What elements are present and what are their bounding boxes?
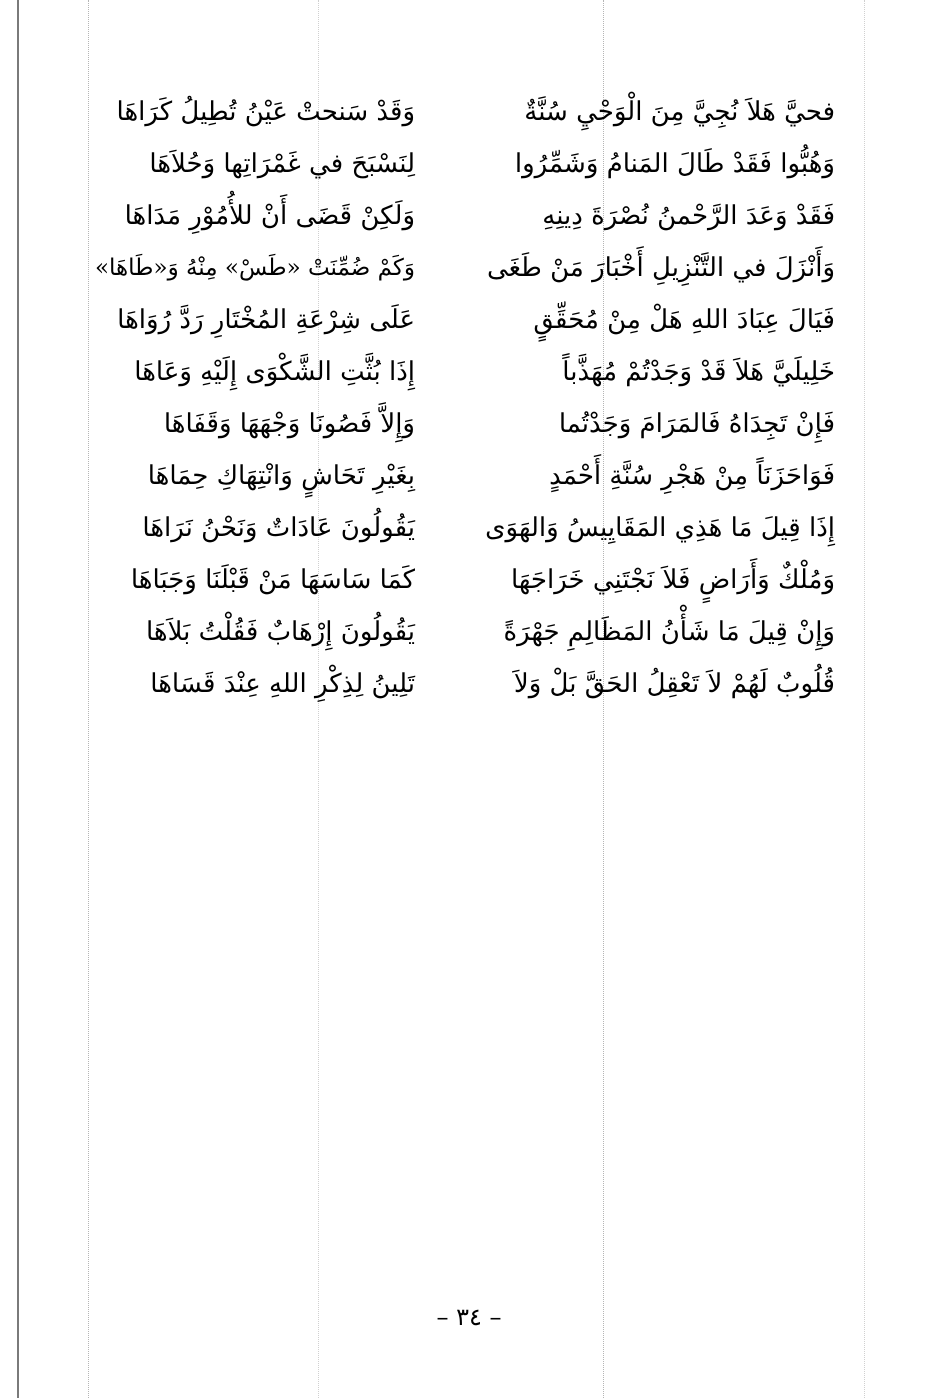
couplet-first-hemistich: فحيَّ هَلاَ نُجِيَّ مِنَ الْوَحْيِ سُنَّةٌ	[524, 97, 835, 127]
couplet-second-hemistich: عَلَى شِرْعَةِ المُخْتَارِ رَدَّ رُوَاهَا	[117, 305, 415, 335]
page-margin-line	[17, 0, 19, 1398]
couplet-second-hemistich: لِنَسْبَحَ في غَمْرَاتِها وَحُلاَهَا	[149, 149, 415, 179]
poem-body	[95, 92, 835, 712]
couplet-first-hemistich: فَإِنْ تَجِدَاهُ فَالمَرَامَ وَجَدْتُما	[558, 409, 835, 439]
couplet-second-hemistich: بِغَيْرِ تَحَاشٍ وَانْتِهَاكِ حِمَاهَا	[147, 461, 415, 491]
couplet-first-hemistich: وَمُلْكٌ وَأَرَاضٍ فَلاَ نَجْتَنِي خَرَاجَهَا	[511, 565, 835, 595]
couplet-second-hemistich: وَقَدْ سَنحتْ عَيْنُ تُطِيلُ كَرَاهَا	[116, 97, 415, 127]
scan-guide-line	[88, 0, 89, 1398]
couplet-first-hemistich: فَقَدْ وَعَدَ الرَّحْمنُ نُصْرَةَ دِينِهِ	[542, 201, 835, 231]
scan-guide-line	[864, 0, 865, 1398]
couplet-second-hemistich: وَإِلاَّ فَصُونَا وَجْهَهَا وَقَفَاهَا	[163, 409, 415, 439]
couplet-second-hemistich: تَلِينُ لِذِكْرِ اللهِ عِنْدَ قَسَاهَا	[150, 669, 415, 699]
couplet-first-hemistich: وَهُبُّوا فَقَدْ طَالَ المَنامُ وَشَمِّرُوا	[514, 149, 835, 179]
couplet-second-hemistich: يَقُولُونَ عَادَاتٌ وَنَحْنُ نَرَاهَا	[142, 513, 415, 543]
couplet-first-hemistich: وَإِنْ قِيلَ مَا شَأْنُ المَظَالِمِ جَهْرَةً	[503, 617, 835, 647]
couplet-second-hemistich: كَمَا سَاسَهَا مَنْ قَبْلَنَا وَجَبَاهَا	[130, 565, 415, 595]
couplet-second-hemistich: وَلَكِنْ قَضَى أَنْ للأُمُوْرِ مَدَاهَا	[124, 201, 415, 231]
couplet-first-hemistich: فَوَاحَزَنَاً مِنْ هَجْرِ سُنَّةِ أَحْمَدٍ	[549, 461, 835, 491]
couplet-second-hemistich: يَقُولُونَ إِرْهَابٌ فَقُلْتُ بَلاَهَا	[145, 617, 415, 647]
couplet-first-hemistich: فَيَالَ عِبَادَ اللهِ هَلْ مِنْ مُحَقِّقٍ	[533, 305, 835, 335]
couplet-second-hemistich: إِذَا بُثَّتِ الشَّكْوَى إِلَيْهِ وَعَاهَا	[134, 357, 415, 387]
couplet-first-hemistich: إِذَا قِيلَ مَا هَذِي المَقَايِيسُ وَالهَوَى	[485, 513, 835, 543]
couplet-first-hemistich: قُلُوبٌ لَهُمْ لاَ تَعْقِلُ الحَقَّ بَلْ وَلاَ	[513, 669, 835, 699]
page-number: – ٣٤ –	[436, 1303, 502, 1331]
couplet-first-hemistich: خَلِيلَيَّ هَلاَ قَدْ وَجَدْتُمْ مُهَذَّباً	[562, 357, 835, 387]
couplet-first-hemistich: وَأَنْزَلَ في التَّنْزِيلِ أَخْبَارَ مَنْ طَغَى	[486, 253, 835, 283]
couplet-second-hemistich: وَكَمْ ضُمِّنَتْ «طَسْ» مِنْهُ وَ«طَاهَا»	[94, 255, 415, 281]
